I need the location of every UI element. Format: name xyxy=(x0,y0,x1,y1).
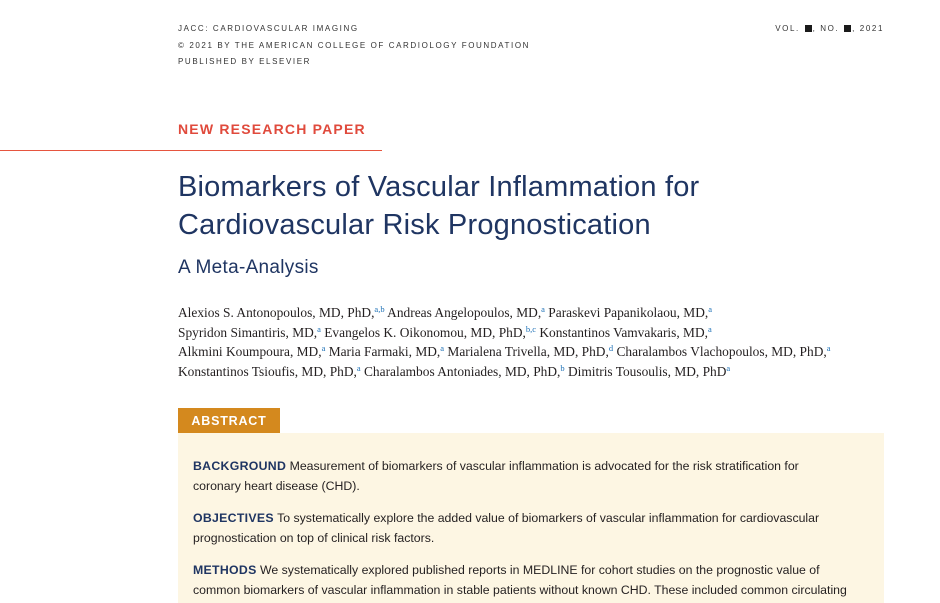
methods-text-1: We systematically explored published reports in MEDLINE for cohort studies on the prognostic value of xyxy=(256,563,820,577)
author-name: Spyridon Simantiris, MD, xyxy=(178,324,318,340)
background-text-2: coronary heart disease (CHD). xyxy=(193,479,360,493)
author-name: Paraskevi Papanikolaou, MD, xyxy=(544,305,709,320)
author-line xyxy=(178,323,898,343)
affiliation-marker[interactable]: a xyxy=(708,304,712,314)
author-name: Dimitris Tousoulis, MD, PhD xyxy=(564,363,727,379)
objectives-text-1: To systematically explore the added value of biomarkers of vascular inflammation for cardiovascular xyxy=(273,511,820,525)
issue-placeholder-square-icon xyxy=(844,25,851,32)
author-line xyxy=(178,342,898,362)
section-label: NEW RESEARCH PAPER xyxy=(178,121,366,137)
issue-label: , NO. xyxy=(812,24,840,33)
author-name: Konstantinos Vamvakaris, MD, xyxy=(536,324,708,340)
affiliation-marker[interactable]: a xyxy=(356,362,361,373)
background-heading: BACKGROUND xyxy=(193,459,287,473)
methods-heading: METHODS xyxy=(193,563,257,577)
author-name: Marialena Trivella, MD, PhD, xyxy=(444,344,609,359)
methods-text-2: common biomarkers of vascular inflammation in stable patients without known CHD. These included common circulating xyxy=(193,583,847,597)
objectives-text-2: prognostication on top of clinical risk factors. xyxy=(193,531,435,545)
affiliation-marker[interactable]: a,b xyxy=(374,304,385,314)
abstract-objectives xyxy=(193,508,863,548)
publisher-line: PUBLISHED BY ELSEVIER xyxy=(178,57,312,66)
affiliation-marker[interactable]: a xyxy=(726,362,731,373)
author-name: Alexios S. Antonopoulos, MD, PhD, xyxy=(178,305,375,320)
volume-info xyxy=(775,21,884,38)
author-name: Andreas Angelopoulos, MD, xyxy=(384,305,542,320)
affiliation-marker[interactable]: a xyxy=(541,304,545,314)
objectives-heading: OBJECTIVES xyxy=(193,511,274,525)
volume-label: VOL. xyxy=(775,24,800,33)
author-name: Evangelos K. Oikonomou, MD, PhD, xyxy=(320,324,526,340)
article-subtitle: A Meta-Analysis xyxy=(178,257,319,278)
abstract-label: ABSTRACT xyxy=(178,408,280,433)
background-text-1: Measurement of biomarkers of vascular inflammation is advocated for the risk stratification for xyxy=(286,459,799,473)
affiliation-marker[interactable]: a xyxy=(707,323,712,334)
author-line xyxy=(178,303,898,323)
author-list xyxy=(178,303,898,381)
affiliation-marker[interactable]: b,c xyxy=(525,323,537,334)
volume-placeholder-square-icon xyxy=(805,25,812,32)
author-name: Charalambos Vlachopoulos, MD, PhD, xyxy=(613,344,827,359)
copyright-line: © 2021 BY THE AMERICAN COLLEGE OF CARDIOLOGY FOUNDATION xyxy=(178,40,531,50)
section-divider xyxy=(0,150,382,151)
journal-name: JACC: CARDIOVASCULAR IMAGING xyxy=(178,24,359,33)
year-label: , 2021 xyxy=(852,24,884,33)
article-title-line-2: Cardiovascular Risk Prognostication xyxy=(178,209,651,241)
abstract-methods xyxy=(193,560,863,600)
author-name: Charalambos Antoniades, MD, PhD, xyxy=(360,363,561,379)
affiliation-marker[interactable]: b xyxy=(560,362,565,373)
author-name: Konstantinos Tsioufis, MD, PhD, xyxy=(178,363,357,379)
author-name: Maria Farmaki, MD, xyxy=(325,344,441,359)
affiliation-marker[interactable]: a xyxy=(440,343,445,353)
affiliation-marker[interactable]: a xyxy=(826,343,831,353)
author-line xyxy=(178,362,898,382)
article-title xyxy=(178,168,878,244)
article-title-line-1: Biomarkers of Vascular Inflammation for xyxy=(178,171,700,203)
journal-header xyxy=(178,21,530,71)
author-name: Alkmini Koumpoura, MD, xyxy=(178,344,322,359)
affiliation-marker[interactable]: a xyxy=(321,343,326,353)
affiliation-marker[interactable]: a xyxy=(317,323,321,334)
affiliation-marker[interactable]: d xyxy=(608,343,614,353)
abstract-background xyxy=(193,456,863,496)
